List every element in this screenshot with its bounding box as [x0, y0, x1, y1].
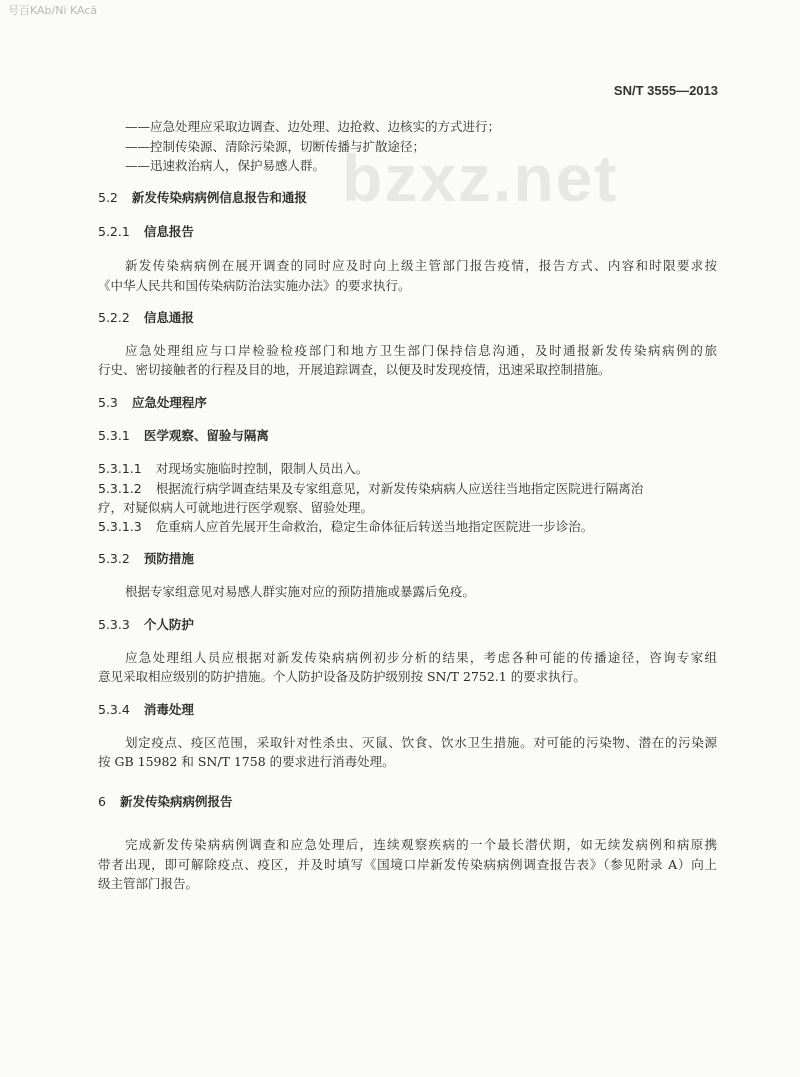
paragraph-line: 行史、密切接触者的行程及目的地，开展追踪调查，以便及时发现疫情，迅速采取控制措施。: [98, 362, 611, 377]
section-number: 5.2.1: [98, 224, 130, 239]
paragraph-line: 新发传染病病例在展开调查的同时应及时向上级主管部门报告疫情，报告方式、内容和时限要求按: [125, 258, 717, 273]
paragraph-line: 疗，对疑似病人可就地进行医学观察、留验处理。: [98, 500, 374, 515]
paragraph-line: 应急处理组人员应根据对新发传染病病例初步分析的结果，考虑各种可能的传播途径，咨询专家组: [125, 650, 717, 665]
section-number: 5.3: [98, 395, 118, 410]
section-title: 信息通报: [143, 310, 194, 325]
dash-item: ——迅速救治病人，保护易感人群。: [125, 158, 326, 173]
paragraph-line: 根据专家组意见对易感人群实施对应的预防措施或暴露后免疫。: [125, 584, 476, 599]
clause-number: 5.3.1.2: [98, 481, 142, 496]
section-title: 新发传染病病例信息报告和通报: [131, 190, 307, 205]
section-number: 5.2.2: [98, 310, 130, 325]
paragraph-line: 应急处理组应与口岸检验检疫部门和地方卫生部门保持信息沟通，及时通报新发传染病病例的旅: [125, 343, 717, 358]
section-heading-6: [98, 794, 232, 810]
paragraph-line: 按 GB 15982 和 SN/T 1758 的要求进行消毒处理。: [98, 754, 395, 769]
section-heading-5-2-2: [98, 310, 194, 326]
section-title: 医学观察、留验与隔离: [143, 428, 269, 443]
paragraph-line: 完成新发传染病病例调查和应急处理后，连续观察疾病的一个最长潜伏期，如无续发病例和病原携: [125, 837, 717, 852]
clause-5-3-1-3: [98, 519, 593, 535]
section-title: 应急处理程序: [131, 395, 207, 410]
paragraph-line: 意见采取相应级别的防护措施。个人防护设备及防护级别按 SN/T 2752.1 的要求执行。: [98, 669, 586, 684]
section-title: 信息报告: [143, 224, 194, 239]
center-watermark: bzxz.net: [342, 141, 619, 215]
section-heading-5-3: [98, 395, 207, 411]
paragraph-line: 带者出现，即可解除疫点、疫区，并及时填写《国境口岸新发传染病病例调查报告表》（参见附录 A）向上: [98, 857, 717, 872]
section-heading-5-2-1: [98, 224, 194, 240]
section-heading-5-3-2: [98, 551, 194, 567]
section-heading-5-2: [98, 190, 307, 206]
section-title: 预防措施: [143, 551, 194, 566]
section-number: 5.3.2: [98, 551, 130, 566]
paragraph-line: 《中华人民共和国传染病防治法实施办法》的要求执行。: [98, 278, 411, 293]
section-number: 5.2: [98, 190, 118, 205]
section-number: 5.3.1: [98, 428, 130, 443]
section-heading-5-3-1: [98, 428, 269, 444]
dash-item: ——控制传染源、清除污染源，切断传播与扩散途径；: [125, 139, 426, 154]
clause-text: 根据流行病学调查结果及专家组意见，对新发传染病病人应送往当地指定医院进行隔离治: [155, 481, 644, 496]
dash-item: ——应急处理应采取边调查、边处理、边抢救、边核实的方式进行；: [125, 119, 501, 134]
paragraph-line: 级主管部门报告。: [98, 876, 199, 891]
section-title: 消毒处理: [143, 702, 194, 717]
clause-text: 对现场实施临时控制，限制人员出入。: [155, 461, 369, 476]
clause-text: 危重病人应首先展开生命救治，稳定生命体征后转送当地指定医院进一步诊治。: [155, 519, 594, 534]
document-code: SN/T 3555—2013: [613, 83, 718, 98]
section-title: 个人防护: [143, 617, 194, 632]
section-number: 5.3.4: [98, 702, 130, 717]
paragraph-line: 划定疫点、疫区范围，采取针对性杀虫、灭鼠、饮食、饮水卫生措施。对可能的污染物、潜在的污染源: [125, 735, 717, 750]
section-number: 6: [98, 794, 106, 809]
clause-5-3-1-1: [98, 461, 368, 477]
clause-number: 5.3.1.3: [98, 519, 142, 534]
section-title: 新发传染病病例报告: [119, 794, 233, 809]
section-heading-5-3-3: [98, 617, 194, 633]
clause-number: 5.3.1.1: [98, 461, 142, 476]
section-heading-5-3-4: [98, 702, 194, 718]
top-watermark: 号百KAb/Ni KAcā: [8, 4, 98, 17]
section-number: 5.3.3: [98, 617, 130, 632]
clause-5-3-1-2: [98, 481, 720, 497]
